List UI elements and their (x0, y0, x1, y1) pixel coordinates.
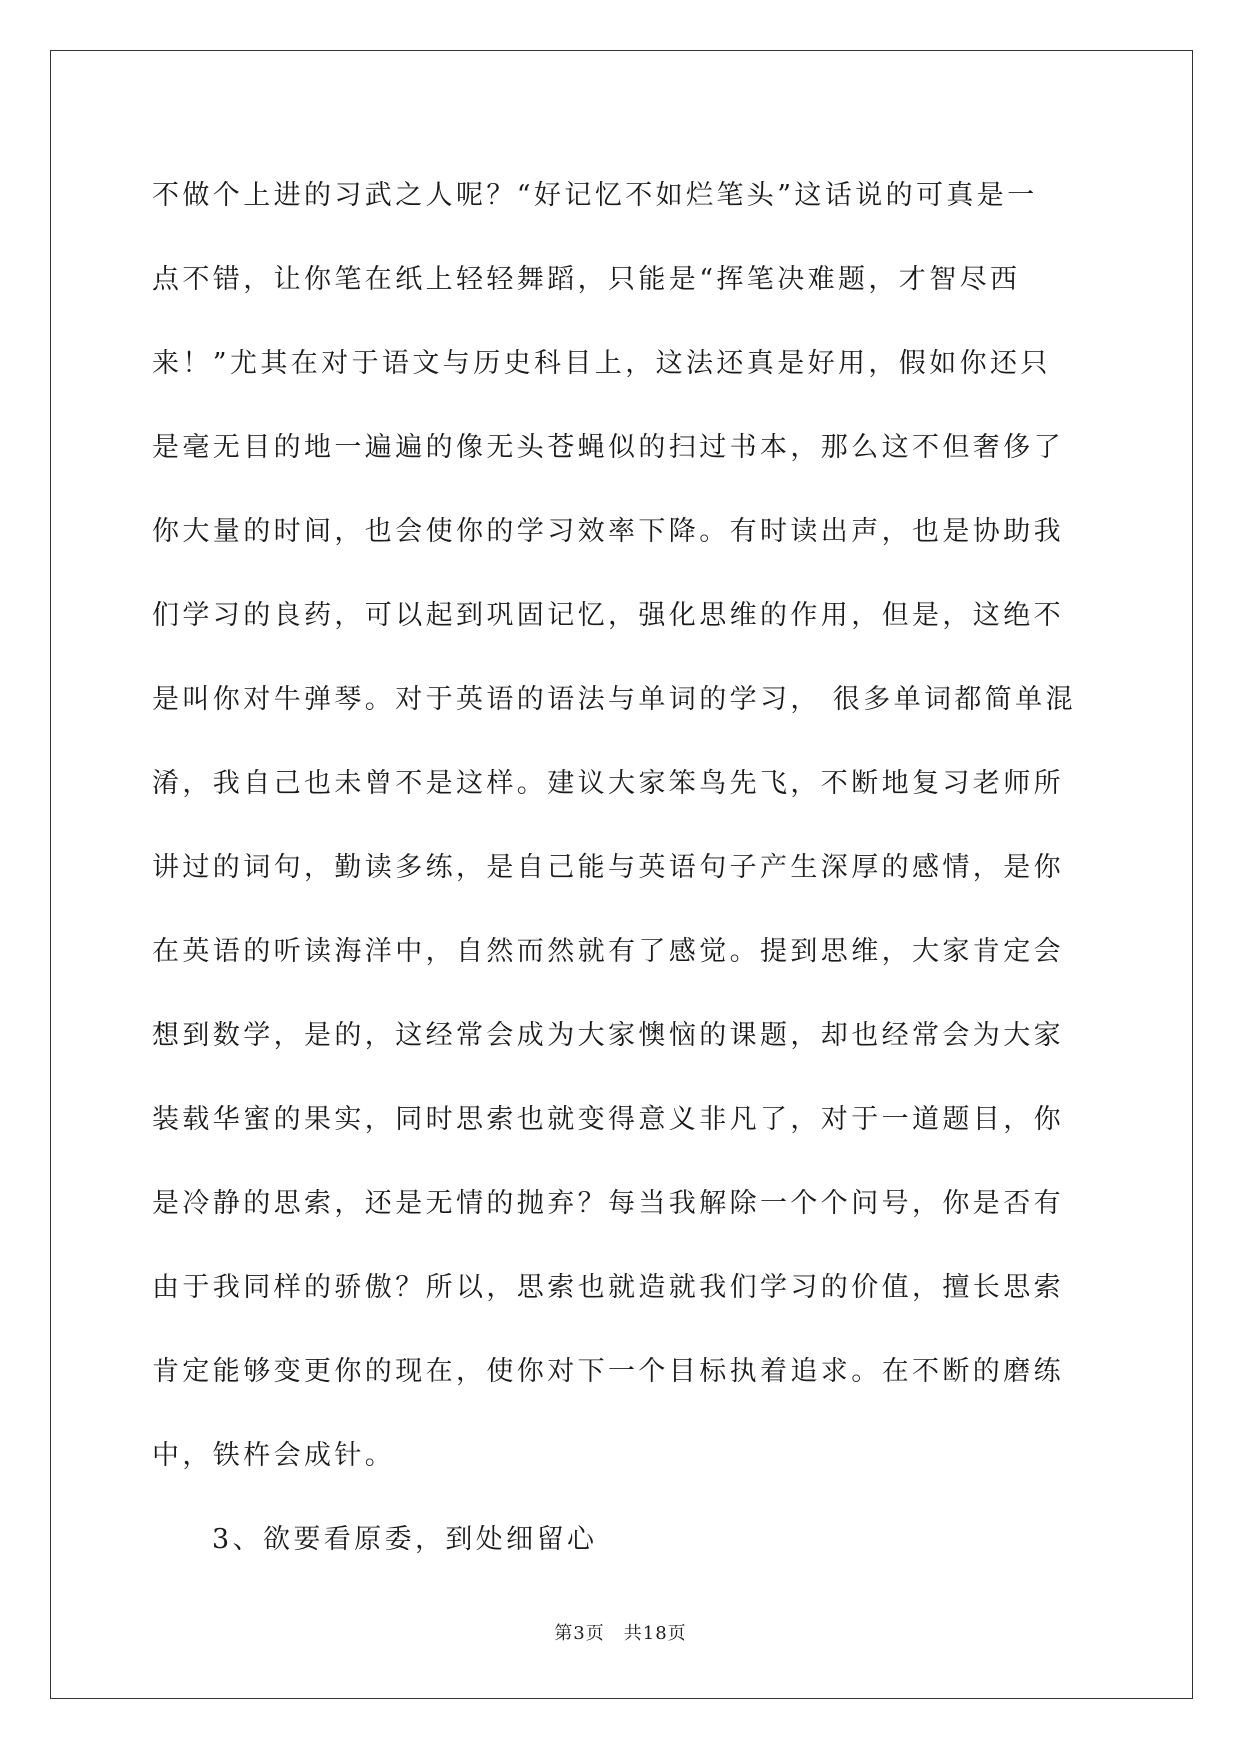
text-line: 讲过的词句，勤读多练，是自己能与英语句子产生深厚的感情，是你 (152, 852, 1064, 883)
text-line: 来！”尤其在对于语文与历史科目上，这法还真是好用，假如你还只 (152, 348, 1051, 379)
text-line: 是毫无目的地一遍遍的像无头苍蝇似的扫过书本，那么这不但奢侈了 (152, 432, 1064, 463)
text-line: 淆，我自己也未曾不是这样。建议大家笨鸟先飞，不断地复习老师所 (152, 768, 1064, 799)
text-line: 中，铁杵会成针。 (152, 1440, 396, 1471)
text-line: 是冷静的思索，还是无情的抛弃？每当我解除一个个问号，你是否有 (152, 1188, 1064, 1219)
body-paragraph (152, 154, 1092, 1498)
text-line: 装载华蜜的果实，同时思索也就变得意义非凡了，对于一道题目，你 (152, 1104, 1064, 1135)
text-line: 不做个上进的习武之人呢？“好记忆不如烂笔头”这话说的可真是一 (152, 180, 1038, 211)
text-line: 肯定能够变更你的现在，使你对下一个目标执着追求。在不断的磨练 (152, 1356, 1064, 1387)
page-number-footer: 第3页 共18页 (554, 1623, 687, 1644)
document-body (152, 154, 1092, 1582)
text-line: 是叫你对牛弹琴。对于英语的语法与单词的学习， 很多单词都简单混 (152, 684, 1076, 715)
text-line: 由于我同样的骄傲？所以，思索也就造就我们学习的价值，擅长思索 (152, 1272, 1064, 1303)
text-line: 想到数学，是的，这经常会成为大家懊恼的课题，却也经常会为大家 (152, 1020, 1064, 1051)
section-heading: 3、欲要看原委，到处细留心 (212, 1524, 598, 1555)
text-line: 在英语的听读海洋中，自然而然就有了感觉。提到思维，大家肯定会 (152, 936, 1064, 967)
text-line: 点不错，让你笔在纸上轻轻舞蹈，只能是“挥笔决难题，才智尽西 (152, 264, 1021, 295)
text-line: 们学习的良药，可以起到巩固记忆，强化思维的作用，但是，这绝不 (152, 600, 1064, 631)
text-line: 你大量的时间，也会使你的学习效率下降。有时读出声，也是协助我 (152, 516, 1064, 547)
